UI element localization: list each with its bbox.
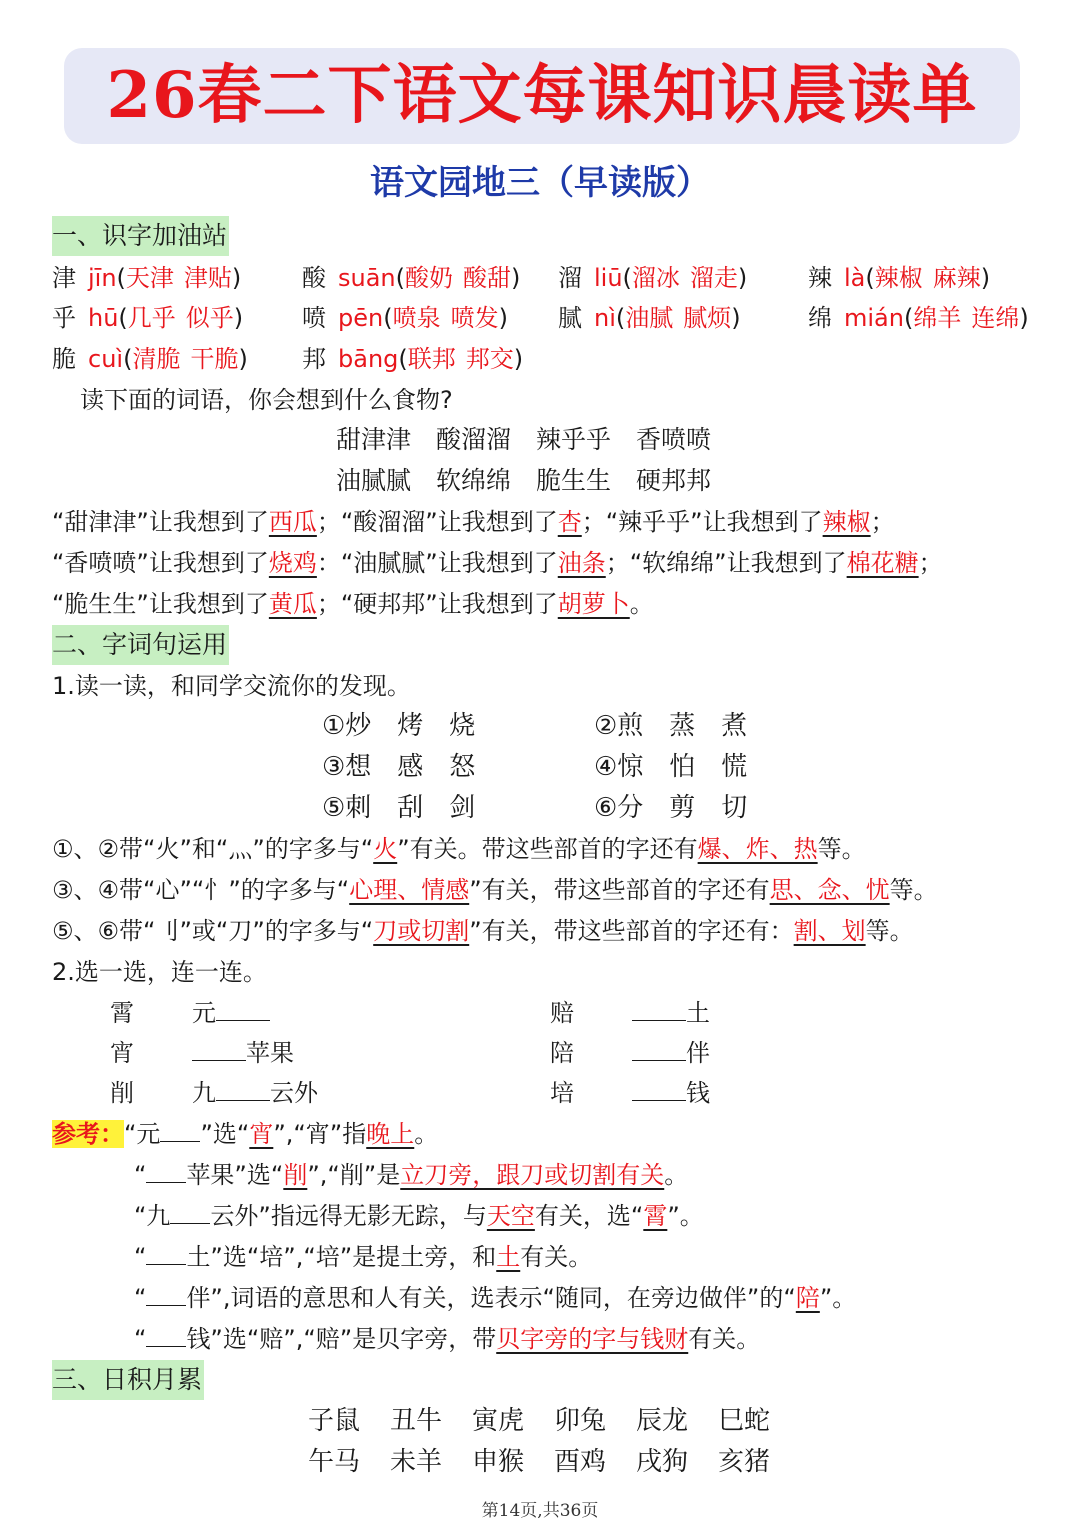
zodiac-pair: 申猴 xyxy=(472,1447,525,1477)
char-entry: 邦 bāng(联邦 邦交) xyxy=(302,345,524,373)
char: 邦 xyxy=(302,345,326,373)
match-left-word-2: 苹果 xyxy=(192,1033,294,1073)
word: 辣椒 xyxy=(874,264,923,292)
char: 脆 xyxy=(52,345,76,373)
answer: 黄瓜 xyxy=(268,590,317,618)
radical-group-1: ①炒 烤 烧 xyxy=(322,711,476,741)
match-left-word-3: 九 云外 xyxy=(192,1073,318,1113)
word: 联邦 xyxy=(407,345,456,373)
pinyin: liū xyxy=(594,264,623,292)
radical-group-6: ⑥分 剪 切 xyxy=(594,793,748,823)
zodiac-pair: 亥猪 xyxy=(718,1447,771,1477)
char-entry: 酸 suān(酸奶 酸甜) xyxy=(302,264,521,292)
radical-group-4: ④惊 怕 慌 xyxy=(594,752,748,782)
match-left-char-2: 宵 xyxy=(110,1039,134,1067)
word: 溜冰 xyxy=(631,264,680,292)
pinyin: pēn xyxy=(338,304,384,332)
word: 邦交 xyxy=(465,345,514,373)
reference-line-4: “ 土”选“培”,“培”是提土旁，和土有关。 xyxy=(134,1237,592,1277)
zodiac-pair: 丑牛 xyxy=(390,1406,443,1436)
match-right-char-1: 赔 xyxy=(550,999,574,1027)
pinyin: suān xyxy=(338,264,396,292)
answer: 油条 xyxy=(557,549,606,577)
food-words-row-2: 油腻腻 软绵绵 脆生生 硬邦邦 xyxy=(336,466,712,495)
char-entry: 辣 là(辣椒 麻辣) xyxy=(808,264,991,292)
match-right-word-3: 钱 xyxy=(632,1073,710,1113)
word: 天津 xyxy=(125,264,174,292)
reference-line-5: “ 伴”,词语的意思和人有关，选表示“随同，在旁边做伴”的“陪”。 xyxy=(134,1278,856,1318)
word: 似乎 xyxy=(185,304,234,332)
zodiac-pair: 子鼠 xyxy=(308,1406,361,1436)
food-answer-line-3: “脆生生”让我想到了黄瓜；“硬邦邦”让我想到了胡萝卜。 xyxy=(52,590,654,618)
answer: 西瓜 xyxy=(268,508,317,536)
question-1: 1.读一读，和同学交流你的发现。 xyxy=(52,672,411,700)
char-entry: 绵 mián(绵羊 连绵) xyxy=(808,304,1029,332)
word: 溜走 xyxy=(689,264,738,292)
zodiac-pair: 卯兔 xyxy=(554,1406,607,1436)
answer: 棉花糖 xyxy=(846,549,919,577)
section-heading-1: 一、识字加油站 xyxy=(52,216,229,256)
food-words-row-1: 甜津津 酸溜溜 辣乎乎 香喷喷 xyxy=(336,425,712,454)
word: 清脆 xyxy=(132,345,181,373)
pinyin: mián xyxy=(844,304,904,332)
reference-line-2: “ 苹果”选“削”,“削”是立刀旁，跟刀或切割有关。 xyxy=(134,1155,688,1195)
section-heading-2: 二、字词句运用 xyxy=(52,625,229,665)
reference-line-1: 参考：“元 ”选“宵”,“宵”指晚上。 xyxy=(52,1114,438,1154)
char: 乎 xyxy=(52,304,76,332)
word: 腻烦 xyxy=(683,304,732,332)
match-right-word-2: 伴 xyxy=(632,1033,710,1073)
char-entry: 喷 pēn(喷泉 喷发) xyxy=(302,304,508,332)
food-answer-line-2: “香喷喷”让我想到了烧鸡：“油腻腻”让我想到了油条；“软绵绵”让我想到了棉花糖； xyxy=(52,549,943,577)
char: 绵 xyxy=(808,304,832,332)
match-left-char-1: 霄 xyxy=(110,999,134,1027)
word: 绵羊 xyxy=(913,304,962,332)
char: 酸 xyxy=(302,264,326,292)
pinyin: cuì xyxy=(88,345,124,373)
zodiac-row-2 xyxy=(308,1442,800,1482)
word: 津贴 xyxy=(183,264,232,292)
zodiac-pair: 巳蛇 xyxy=(718,1406,771,1436)
answer: 辣椒 xyxy=(822,508,871,536)
question-2: 2.选一选，连一连。 xyxy=(52,958,267,986)
match-left-char-3: 削 xyxy=(110,1079,134,1107)
radical-finding-2: ③、④带“心”“忄”的字多与“心理、情感”有关，带这些部首的字还有思、念、忧等。 xyxy=(52,876,938,904)
char: 溜 xyxy=(558,264,582,292)
title-banner xyxy=(64,48,1020,144)
answer: 杏 xyxy=(557,508,582,536)
section-heading-3: 三、日积月累 xyxy=(52,1360,204,1400)
pinyin: bāng xyxy=(338,345,399,373)
word: 连绵 xyxy=(971,304,1020,332)
pinyin: hū xyxy=(88,304,119,332)
word: 喷泉 xyxy=(392,304,441,332)
char: 腻 xyxy=(558,304,582,332)
char-entry: 腻 nì(油腻 腻烦) xyxy=(558,304,741,332)
pinyin: nì xyxy=(594,304,616,332)
answer: 烧鸡 xyxy=(268,549,317,577)
zodiac-pair: 戌狗 xyxy=(636,1447,689,1477)
answer: 胡萝卜 xyxy=(557,590,630,618)
word: 喷发 xyxy=(450,304,499,332)
word: 几乎 xyxy=(127,304,176,332)
zodiac-pair: 寅虎 xyxy=(472,1406,525,1436)
char-entry: 津 jīn(天津 津贴) xyxy=(52,264,242,292)
radical-finding-1: ①、②带“火”和“灬”的字多与“火”有关。带这些部首的字还有爆、炸、热等。 xyxy=(52,835,866,863)
zodiac-row-1 xyxy=(308,1401,800,1441)
radical-group-2: ②煎 蒸 煮 xyxy=(594,711,748,741)
word: 油腻 xyxy=(625,304,674,332)
zodiac-pair: 辰龙 xyxy=(636,1406,689,1436)
zodiac-pair: 酉鸡 xyxy=(554,1447,607,1477)
match-right-word-1: 土 xyxy=(632,993,710,1033)
char: 喷 xyxy=(302,304,326,332)
match-right-char-2: 陪 xyxy=(550,1039,574,1067)
word: 干脆 xyxy=(190,345,239,373)
reference-line-3: “九 云外”指远得无影无踪，与天空有关，选“霄”。 xyxy=(134,1196,704,1236)
reference-line-6: “ 钱”选“赔”,“赔”是贝字旁，带贝字旁的字与钱财有关。 xyxy=(134,1319,760,1359)
zodiac-pair: 午马 xyxy=(308,1447,361,1477)
match-left-word-1: 元 xyxy=(192,993,270,1033)
reference-label: 参考： xyxy=(52,1120,124,1148)
char-entry: 乎 hū(几乎 似乎) xyxy=(52,304,244,332)
char-entry: 溜 liū(溜冰 溜走) xyxy=(558,264,748,292)
pinyin: là xyxy=(844,264,866,292)
match-right-char-3: 培 xyxy=(550,1079,574,1107)
word: 麻辣 xyxy=(932,264,981,292)
food-answer-line-1: “甜津津”让我想到了西瓜；“酸溜溜”让我想到了杏；“辣乎乎”让我想到了辣椒； xyxy=(52,508,895,536)
radical-group-3: ③想 感 怒 xyxy=(322,752,476,782)
zodiac-pair: 未羊 xyxy=(390,1447,443,1477)
question-text: 读下面的词语，你会想到什么食物? xyxy=(80,386,453,414)
char-entry: 脆 cuì(清脆 干脆) xyxy=(52,345,248,373)
page-number: 第14页,共36页 xyxy=(481,1501,599,1521)
char: 津 xyxy=(52,264,76,292)
radical-finding-3: ⑤、⑥带“刂”或“刀”的字多与“刀或切割”有关，带这些部首的字还有：割、划等。 xyxy=(52,917,914,945)
page-title: 26春二下语文每课知识晨读单 xyxy=(106,58,978,133)
pinyin: jīn xyxy=(88,264,117,292)
word: 酸甜 xyxy=(463,264,512,292)
page-subtitle: 语文园地三（早读版） xyxy=(370,163,710,203)
word: 酸奶 xyxy=(405,264,454,292)
radical-group-5: ⑤刺 刮 剑 xyxy=(322,793,476,823)
char: 辣 xyxy=(808,264,832,292)
